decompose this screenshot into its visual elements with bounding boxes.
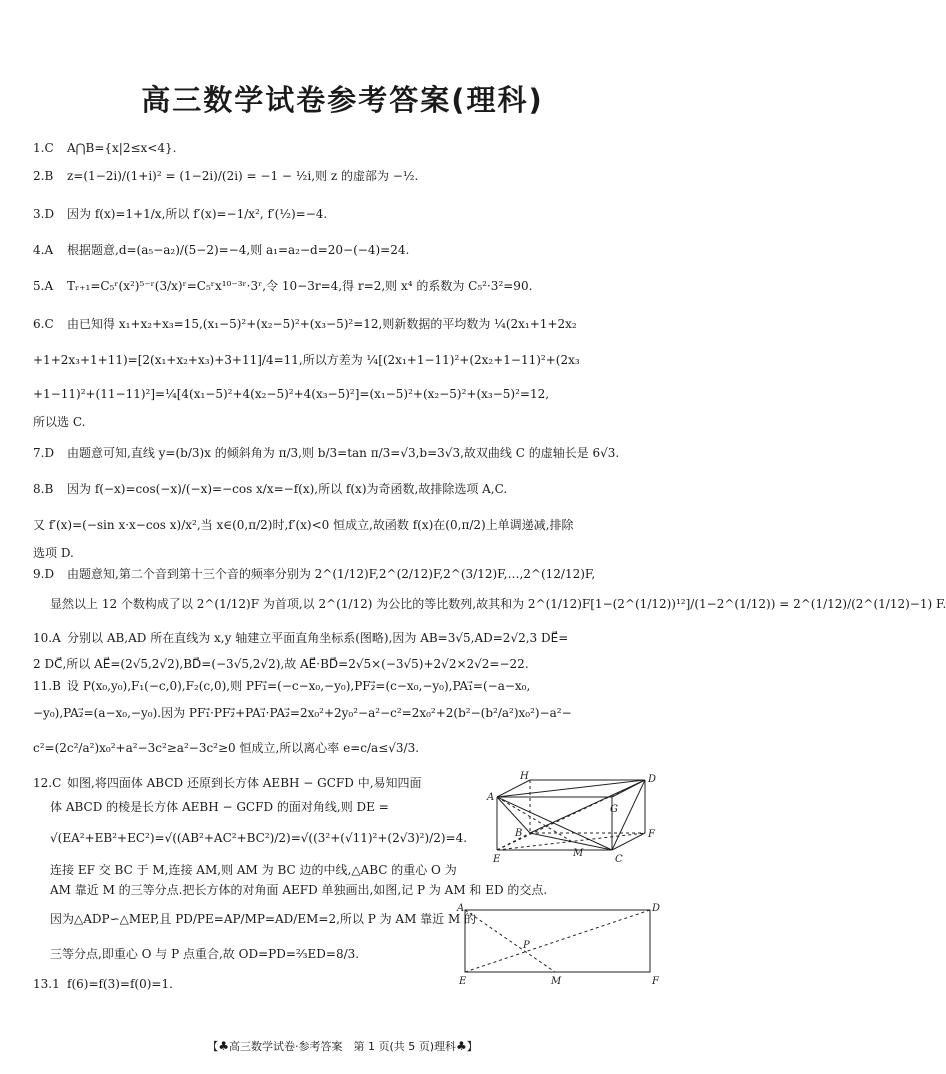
answer-number: 10.A bbox=[33, 631, 61, 645]
answer-text: 由题意知,第二个音到第十三个音的频率分别为 2^(1/12)F,2^(2/12)F,2^(3/12)F,…,2^(12/12)F, bbox=[67, 567, 596, 581]
answer-11 bbox=[33, 678, 663, 694]
label-P: P bbox=[523, 940, 530, 951]
answer-7 bbox=[33, 445, 663, 461]
answer-number: 13.1 bbox=[33, 977, 60, 991]
answer-number: 5.A bbox=[33, 279, 54, 293]
answer-number: 2.B bbox=[33, 169, 54, 183]
edge-C-F bbox=[612, 833, 645, 850]
answer-5 bbox=[33, 278, 663, 294]
segment-A-M bbox=[465, 910, 555, 972]
diag-C-D bbox=[612, 780, 645, 850]
label-B: B bbox=[515, 828, 523, 839]
label-A: A bbox=[487, 792, 495, 803]
answer-number: 12.C bbox=[33, 776, 62, 790]
label-M: M bbox=[551, 976, 562, 987]
answer-text: 由题意可知,直线 y=(b/3)x 的倾斜角为 π/3,则 b/3=tan π/3=√3,b=3√3,故双曲线 C 的虚轴长是 6√3. bbox=[67, 446, 620, 460]
label-D: D bbox=[652, 903, 661, 914]
answer-text: 分别以 AB,AD 所在直线为 x,y 轴建立平面直角坐标系(图略),因为 AB=3√5,AD=2√2,3 DE⃗= bbox=[67, 631, 569, 645]
label-A: A bbox=[457, 903, 465, 914]
page-title: 高三数学试卷参考答案(理科) bbox=[141, 83, 544, 117]
answer-number: 1.C bbox=[33, 141, 54, 155]
answer-8-line-3: 选项 D. bbox=[33, 546, 74, 560]
edge-A-H bbox=[497, 780, 530, 797]
answer-12-line-3: √(EA²+EB²+EC²)=√((AB²+AC²+BC²)/2)=√((3²+(√11)²+(2√3)²)/2)=4. bbox=[50, 831, 468, 845]
answer-12-line-6: 因为△ADP∽△MEP,且 PD/PE=AP/MP=AD/EM=2,所以 P 为 AM 靠近 M 的 bbox=[50, 912, 477, 926]
answer-text: 如图,将四面体 ABCD 还原到长方体 AEBH − GCFD 中,易知四面 bbox=[67, 776, 422, 790]
answer-text: 设 P(x₀,y₀),F₁(−c,0),F₂(c,0),则 PF₁⃗=(−c−x₀,−y₀),PF₂⃗=(c−x₀,−y₀),PA₁⃗=(−a−x₀, bbox=[67, 679, 531, 693]
edge-E-B bbox=[497, 833, 530, 850]
answer-8 bbox=[33, 481, 663, 497]
footer-text: 高三数学试卷·参考答案 第 1 页(共 5 页)理科 bbox=[228, 1040, 457, 1053]
answer-6-line-3: +1−11)²+(11−11)²]=¼[4(x₁−5)²+4(x₂−5)²+4(x₃−5)²]=(x₁−5)²+(x₂−5)²+(x₃−5)²=12, bbox=[33, 387, 550, 401]
plane-figure bbox=[455, 902, 670, 986]
segment-E-D bbox=[465, 910, 650, 972]
answer-4 bbox=[33, 242, 663, 258]
answer-text: Tᵣ₊₁=C₅ʳ(x²)⁵⁻ʳ(3/x)ʳ=C₅ʳx¹⁰⁻³ʳ·3ʳ,令 10−3r=4,得 r=2,则 x⁴ 的系数为 C₅²·3²=90. bbox=[67, 279, 533, 293]
answer-12-line-2: 体 ABCD 的棱是长方体 AEBH − GCFD 的面对角线,则 DE = bbox=[50, 800, 389, 814]
answer-text: f(6)=f(3)=f(0)=1. bbox=[67, 977, 173, 991]
answer-text: 由已知得 x₁+x₂+x₃=15,(x₁−5)²+(x₂−5)²+(x₃−5)²=12,则新数据的平均数为 ¼(2x₁+1+2x₂ bbox=[67, 317, 577, 331]
answer-6-line-2: +1+2x₃+1+11)=[2(x₁+x₂+x₃)+3+11]/4=11,所以方差为 ¼[(2x₁+1−11)²+(2x₂+1−11)²+(2x₃ bbox=[33, 353, 580, 367]
label-C: C bbox=[615, 854, 623, 865]
answer-9-line-2: 显然以上 12 个数构成了以 2^(1/12)F 为首项,以 2^(1/12) 为公比的等比数列,故其和为 2^(1/12)F[1−(2^(1/12))¹²]/(1−2^(1/12)) = 2^(1/12)/(2^(1/12)−1) F. bbox=[50, 597, 946, 611]
label-G: G bbox=[610, 804, 618, 815]
answer-number: 3.D bbox=[33, 207, 55, 221]
answer-6-line-4: 所以选 C. bbox=[33, 415, 86, 429]
answer-11-line-3: c²=(2c²/a²)x₀²+a²−3c²≥a²−3c²≥0 恒成立,所以离心率 e=c/a≤√3/3. bbox=[33, 741, 420, 755]
club-icon: ♣ bbox=[456, 1039, 467, 1053]
answer-12 bbox=[33, 775, 473, 791]
answer-text: A⋂B={x|2≤x<4}. bbox=[67, 141, 177, 155]
answer-6 bbox=[33, 316, 663, 332]
answer-11-line-2: −y₀),PA₂⃗=(a−x₀,−y₀).因为 PF₁⃗·PF₂⃗+PA₁⃗·PA₂⃗=2x₀²+2y₀²−a²−c²=2x₀²+2(b²−(b²/a²)x₀²)−a²− bbox=[33, 706, 572, 720]
answer-12-line-4: 连接 EF 交 BC 于 M,连接 AM,则 AM 为 BC 边的中线,△ABC 的重心 O 为 bbox=[50, 863, 457, 877]
label-F: F bbox=[648, 829, 655, 840]
page-footer: 【♣高三数学试卷·参考答案 第 1 页(共 5 页)理科♣】 bbox=[207, 1039, 478, 1053]
label-E: E bbox=[459, 976, 467, 987]
label-H: H bbox=[520, 771, 529, 782]
answer-text: 根据题意,d=(a₅−a₂)/(5−2)=−4,则 a₁=a₂−d=20−(−4)=24. bbox=[67, 243, 410, 257]
answer-8-line-2: 又 f′(x)=(−sin x·x−cos x)/x²,当 x∈(0,π/2)时,f′(x)<0 恒成立,故函数 f(x)在(0,π/2)上单调递减,排除 bbox=[33, 518, 574, 532]
answer-number: 4.A bbox=[33, 243, 54, 257]
club-icon: ♣ bbox=[218, 1039, 229, 1053]
label-E: E bbox=[493, 854, 501, 865]
diag-A-B bbox=[497, 797, 530, 833]
label-M: M bbox=[573, 848, 584, 859]
label-F: F bbox=[652, 976, 659, 987]
answer-12-line-7: 三等分点,即重心 O 与 P 点重合,故 OD=PD=⅔ED=8/3. bbox=[50, 947, 360, 961]
answer-10-line-2: 2 DC⃗,所以 AE⃗=(2√5,2√2),BD⃗=(−3√5,2√2),故 AE⃗·BD⃗=2√5×(−3√5)+2√2×2√2=−22. bbox=[33, 657, 529, 671]
answer-text: 因为 f(−x)=cos(−x)/(−x)=−cos x/x=−f(x),所以 f(x)为奇函数,故排除选项 A,C. bbox=[67, 482, 508, 496]
diag-A-D bbox=[497, 780, 645, 797]
answer-text: z=(1−2i)/(1+i)² = (1−2i)/(2i) = −1 − ½i,则 z 的虚部为 −½. bbox=[67, 169, 419, 183]
label-D: D bbox=[648, 774, 657, 785]
answer-number: 7.D bbox=[33, 446, 55, 460]
answer-12-line-5: AM 靠近 M 的三等分点.把长方体的对角面 AEFD 单独画出,如图,记 P 为 AM 和 ED 的交点. bbox=[50, 883, 548, 897]
answer-number: 8.B bbox=[33, 482, 54, 496]
answer-number: 11.B bbox=[33, 679, 61, 693]
answer-number: 9.D bbox=[33, 567, 55, 581]
answer-10 bbox=[33, 630, 663, 646]
answer-1 bbox=[33, 140, 663, 156]
answer-number: 6.C bbox=[33, 317, 54, 331]
answer-2 bbox=[33, 168, 663, 184]
diag-E-D bbox=[497, 780, 645, 850]
answer-3 bbox=[33, 206, 663, 222]
answer-9 bbox=[33, 566, 663, 582]
cuboid-figure bbox=[485, 770, 670, 870]
answer-text: 因为 f(x)=1+1/x,所以 f′(x)=−1/x², f′(½)=−4. bbox=[67, 207, 328, 221]
